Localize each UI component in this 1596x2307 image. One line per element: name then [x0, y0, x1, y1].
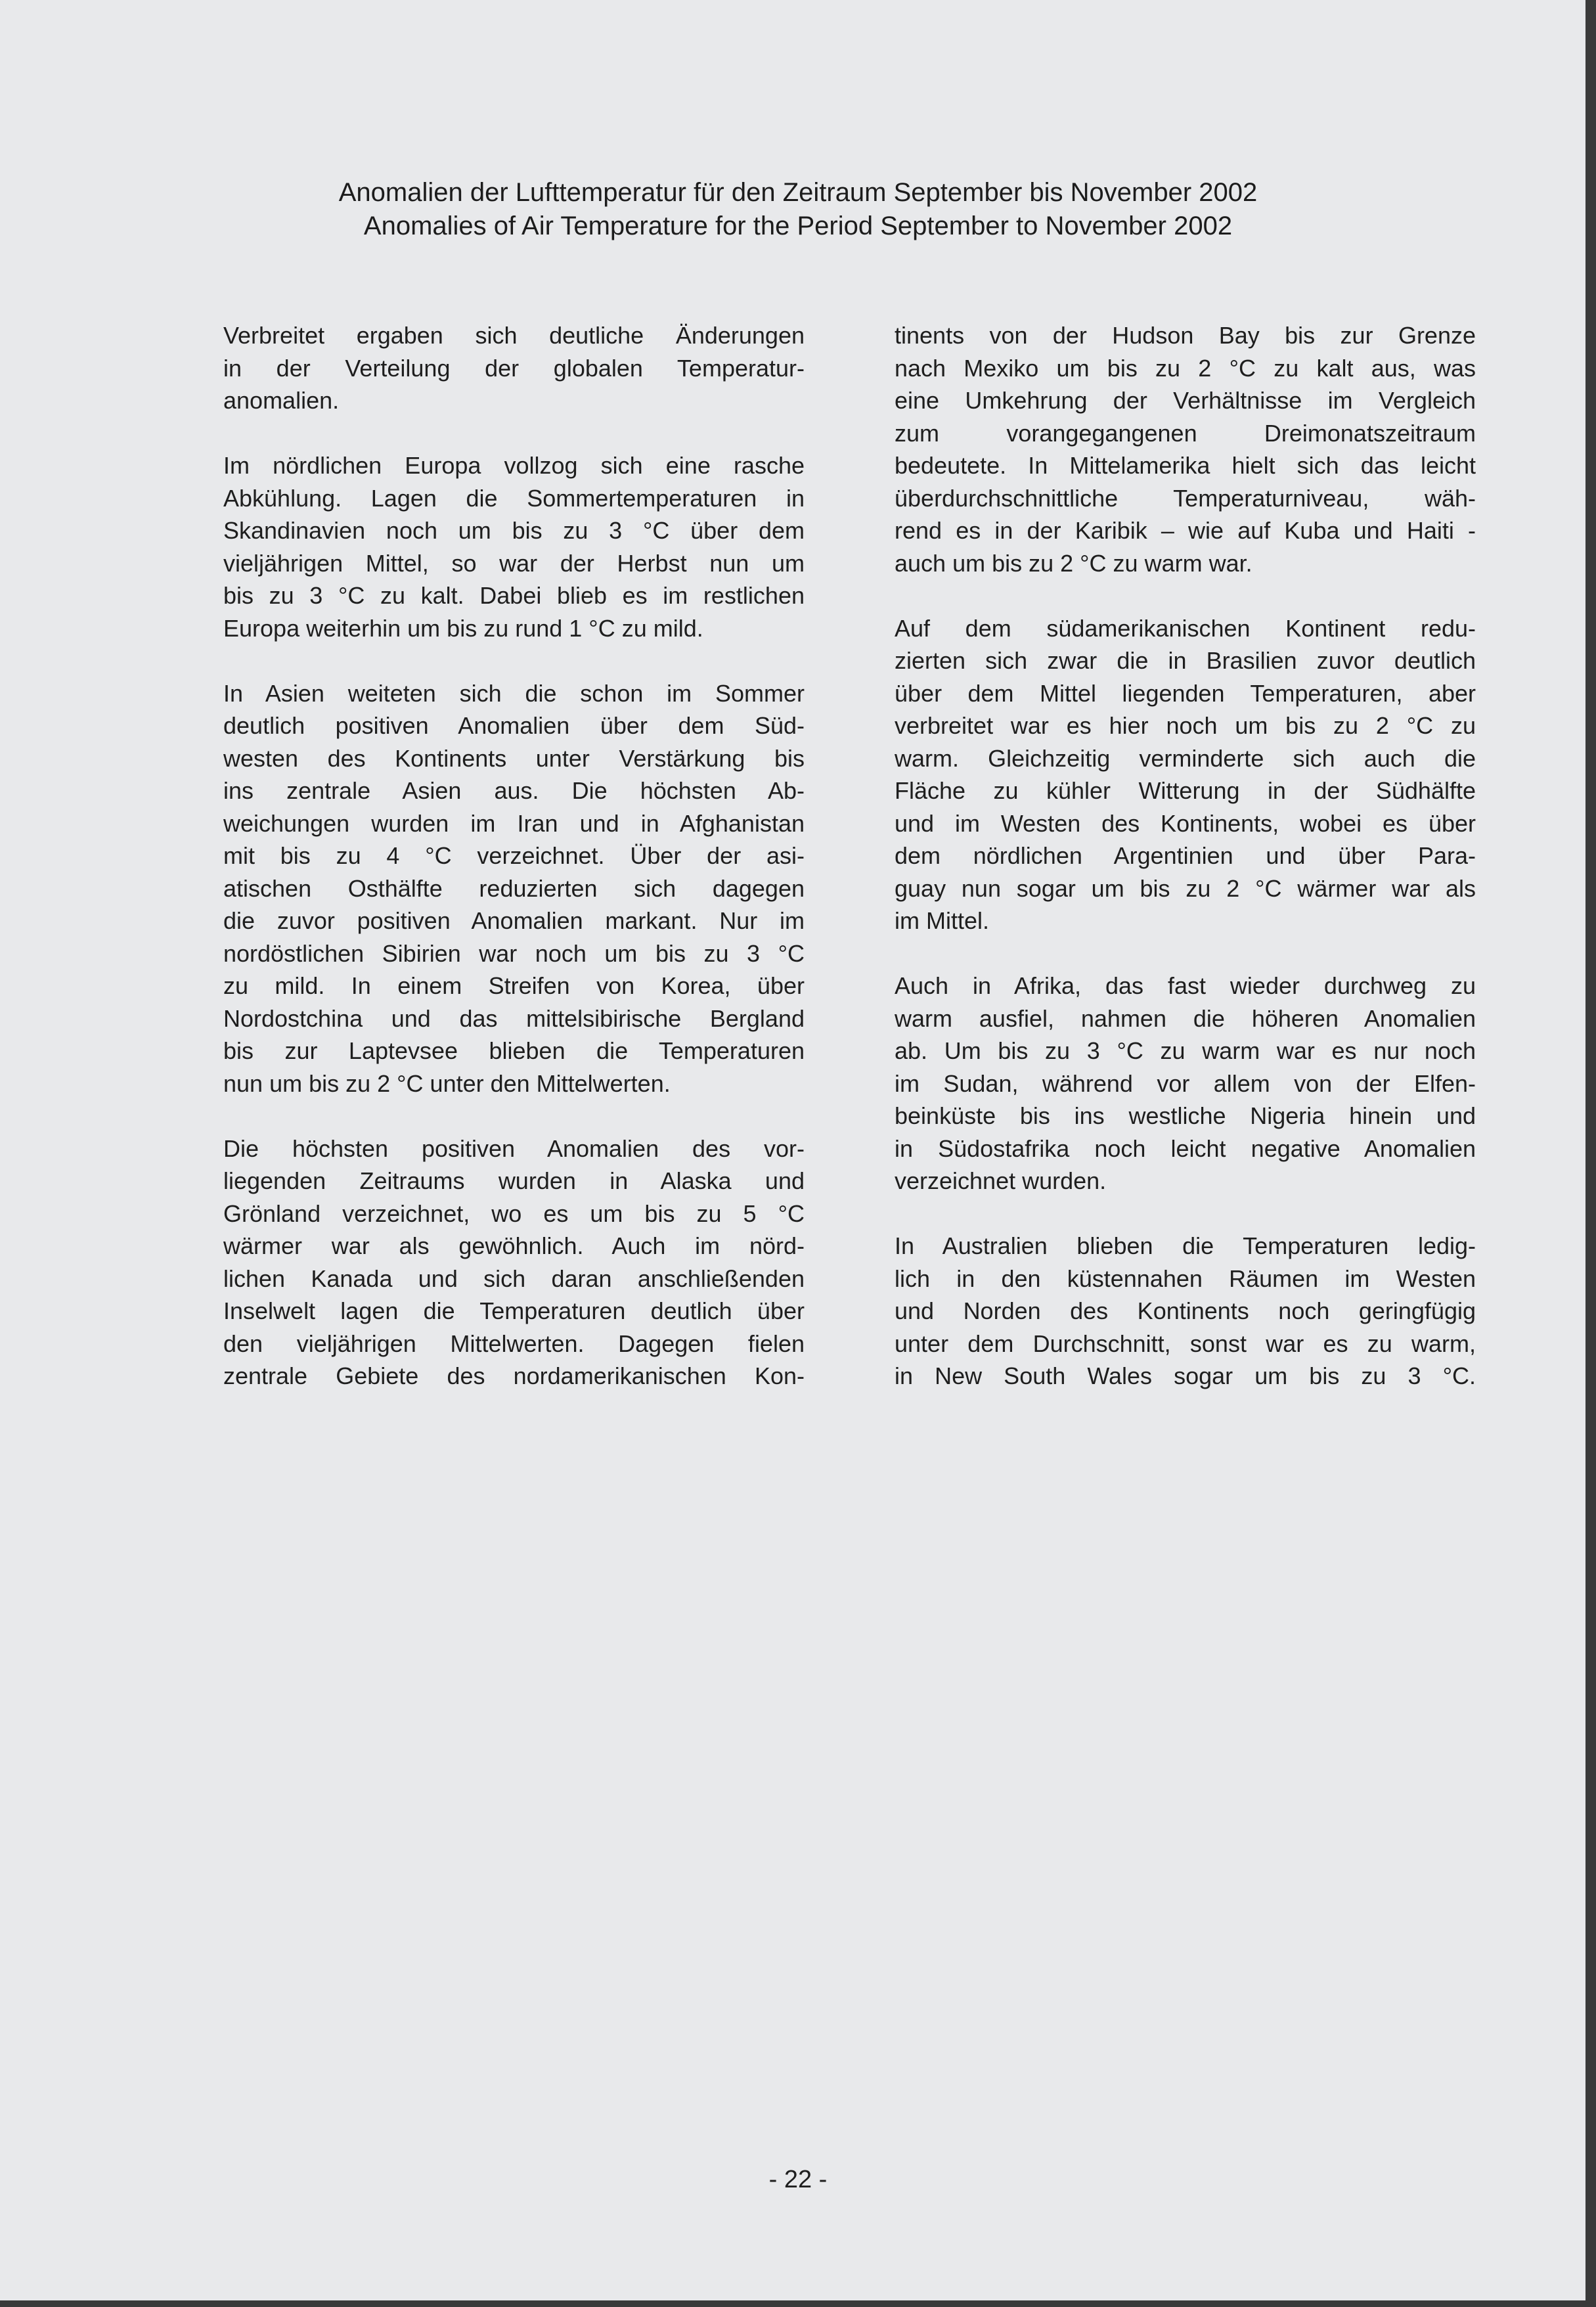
paragraph	[223, 449, 805, 644]
text-line: im Sudan, während vor allem von der Elfen-	[895, 1069, 1476, 1097]
text-line: bedeutete. In Mittelamerika hielt sich das leicht	[895, 452, 1476, 479]
text-line: unter dem Durchschnitt, sonst war es zu warm,	[895, 1330, 1476, 1357]
text-line: ins zentrale Asien aus. Die höchsten Ab-	[223, 777, 805, 804]
right-text-column	[895, 319, 1476, 1425]
text-line: rend es in der Karibik – wie auf Kuba und Haiti -	[895, 517, 1476, 544]
text-line: den vieljährigen Mittelwerten. Dagegen fielen	[223, 1330, 805, 1357]
text-line: Nordostchina und das mittelsibirische Bergland	[223, 1004, 805, 1032]
text-line: warm. Gleichzeitig verminderte sich auch die	[895, 744, 1476, 772]
text-line: eine Umkehrung der Verhältnisse im Vergleich	[895, 387, 1476, 414]
text-line: Auch in Afrika, das fast wieder durchweg zu	[895, 972, 1476, 999]
text-line: beinküste bis ins westliche Nigeria hinein und	[895, 1102, 1476, 1129]
text-line: in Südostafrika noch leicht negative Anomalien	[895, 1134, 1476, 1162]
page-number: - 22 -	[768, 2166, 828, 2193]
text-line: warm ausfiel, nahmen die höheren Anomalien	[895, 1004, 1476, 1032]
text-line: weichungen wurden im Iran und in Afghanistan	[223, 809, 805, 837]
text-line: Im nördlichen Europa vollzog sich eine rasche	[223, 452, 805, 479]
text-line: verzeichnet wurden.	[895, 1167, 1107, 1194]
text-line: verbreitet war es hier noch um bis zu 2 °C zu	[895, 712, 1476, 739]
text-line: bis zu 3 °C zu kalt. Dabei blieb es im restlichen	[223, 582, 805, 609]
text-line: lichen Kanada und sich daran anschließenden	[223, 1265, 805, 1292]
text-line: nordöstlichen Sibirien war noch um bis zu 3 °C	[223, 939, 805, 967]
text-line: mit bis zu 4 °C verzeichnet. Über der asi-	[223, 842, 805, 869]
text-line: guay nun sogar um bis zu 2 °C wärmer war als	[895, 874, 1476, 902]
text-line: anomalien.	[223, 387, 340, 414]
text-line: nach Mexiko um bis zu 2 °C zu kalt aus, was	[895, 354, 1476, 382]
paragraph	[895, 319, 1476, 579]
text-line: vieljährigen Mittel, so war der Herbst nun um	[223, 549, 805, 577]
text-line: zu mild. In einem Streifen von Korea, über	[223, 972, 805, 999]
text-line: In Australien blieben die Temperaturen ledig-	[895, 1232, 1476, 1259]
text-line: lich in den küstennahen Räumen im Westen	[895, 1265, 1476, 1292]
text-line: über dem Mittel liegenden Temperaturen, aber	[895, 679, 1476, 707]
text-line: Auf dem südamerikanischen Kontinent redu-	[895, 614, 1476, 642]
text-line: und Norden des Kontinents noch geringfügig	[895, 1297, 1476, 1324]
text-line: tinents von der Hudson Bay bis zur Grenze	[895, 322, 1476, 349]
page-header	[0, 176, 1596, 243]
text-line: Verbreitet ergaben sich deutliche Änderungen	[223, 322, 805, 349]
text-line: in der Verteilung der globalen Temperatur-	[223, 354, 805, 382]
text-line: Abkühlung. Lagen die Sommertemperaturen in	[223, 484, 805, 512]
text-line: ab. Um bis zu 3 °C zu warm war es nur noch	[895, 1037, 1476, 1064]
text-line: dem nördlichen Argentinien und über Para-	[895, 842, 1476, 869]
text-line: Fläche zu kühler Witterung in der Südhälfte	[895, 777, 1476, 804]
text-line: Skandinavien noch um bis zu 3 °C über dem	[223, 517, 805, 544]
text-line: atischen Osthälfte reduzierten sich dagegen	[223, 874, 805, 902]
text-line: zum vorangegangenen Dreimonatszeitraum	[895, 419, 1476, 447]
paragraph	[223, 677, 805, 1100]
text-line: in New South Wales sogar um bis zu 3 °C.	[895, 1362, 1476, 1389]
text-line: Europa weiterhin um bis zu rund 1 °C zu mild.	[223, 614, 703, 642]
text-line: überdurchschnittliche Temperaturniveau, wäh-	[895, 484, 1476, 512]
paragraph	[895, 970, 1476, 1198]
text-line: bis zur Laptevsee blieben die Temperaturen	[223, 1037, 805, 1064]
text-line: Inselwelt lagen die Temperaturen deutlich über	[223, 1297, 805, 1324]
title-german: Anomalien der Lufttemperatur für den Zeitraum September bis November 2002	[338, 178, 1258, 207]
left-text-column	[223, 319, 805, 1425]
text-line: liegenden Zeitraums wurden in Alaska und	[223, 1167, 805, 1194]
text-line: und im Westen des Kontinents, wobei es über	[895, 809, 1476, 837]
text-line: im Mittel.	[895, 907, 989, 934]
text-line: westen des Kontinents unter Verstärkung bis	[223, 744, 805, 772]
scan-edge-right	[1585, 0, 1596, 2307]
text-line: wärmer war als gewöhnlich. Auch im nörd-	[223, 1232, 805, 1259]
paragraph	[895, 612, 1476, 937]
paragraph	[223, 1132, 805, 1393]
text-line: zierten sich zwar die in Brasilien zuvor deutlich	[895, 647, 1476, 674]
title-english: Anomalies of Air Temperature for the Period September to November 2002	[363, 212, 1233, 240]
text-line: Die höchsten positiven Anomalien des vor-	[223, 1134, 805, 1162]
text-line: deutlich positiven Anomalien über dem Süd-	[223, 712, 805, 739]
scan-edge-bottom	[0, 2300, 1596, 2307]
text-line: nun um bis zu 2 °C unter den Mittelwerten.	[223, 1069, 671, 1097]
paragraph	[223, 319, 805, 417]
text-line: In Asien weiteten sich die schon im Sommer	[223, 679, 805, 707]
text-line: die zuvor positiven Anomalien markant. Nur im	[223, 907, 805, 934]
text-line: auch um bis zu 2 °C zu warm war.	[895, 549, 1252, 577]
text-line: Grönland verzeichnet, wo es um bis zu 5 °C	[223, 1199, 805, 1227]
text-line: zentrale Gebiete des nordamerikanischen Kon-	[223, 1362, 805, 1389]
paragraph	[895, 1230, 1476, 1393]
